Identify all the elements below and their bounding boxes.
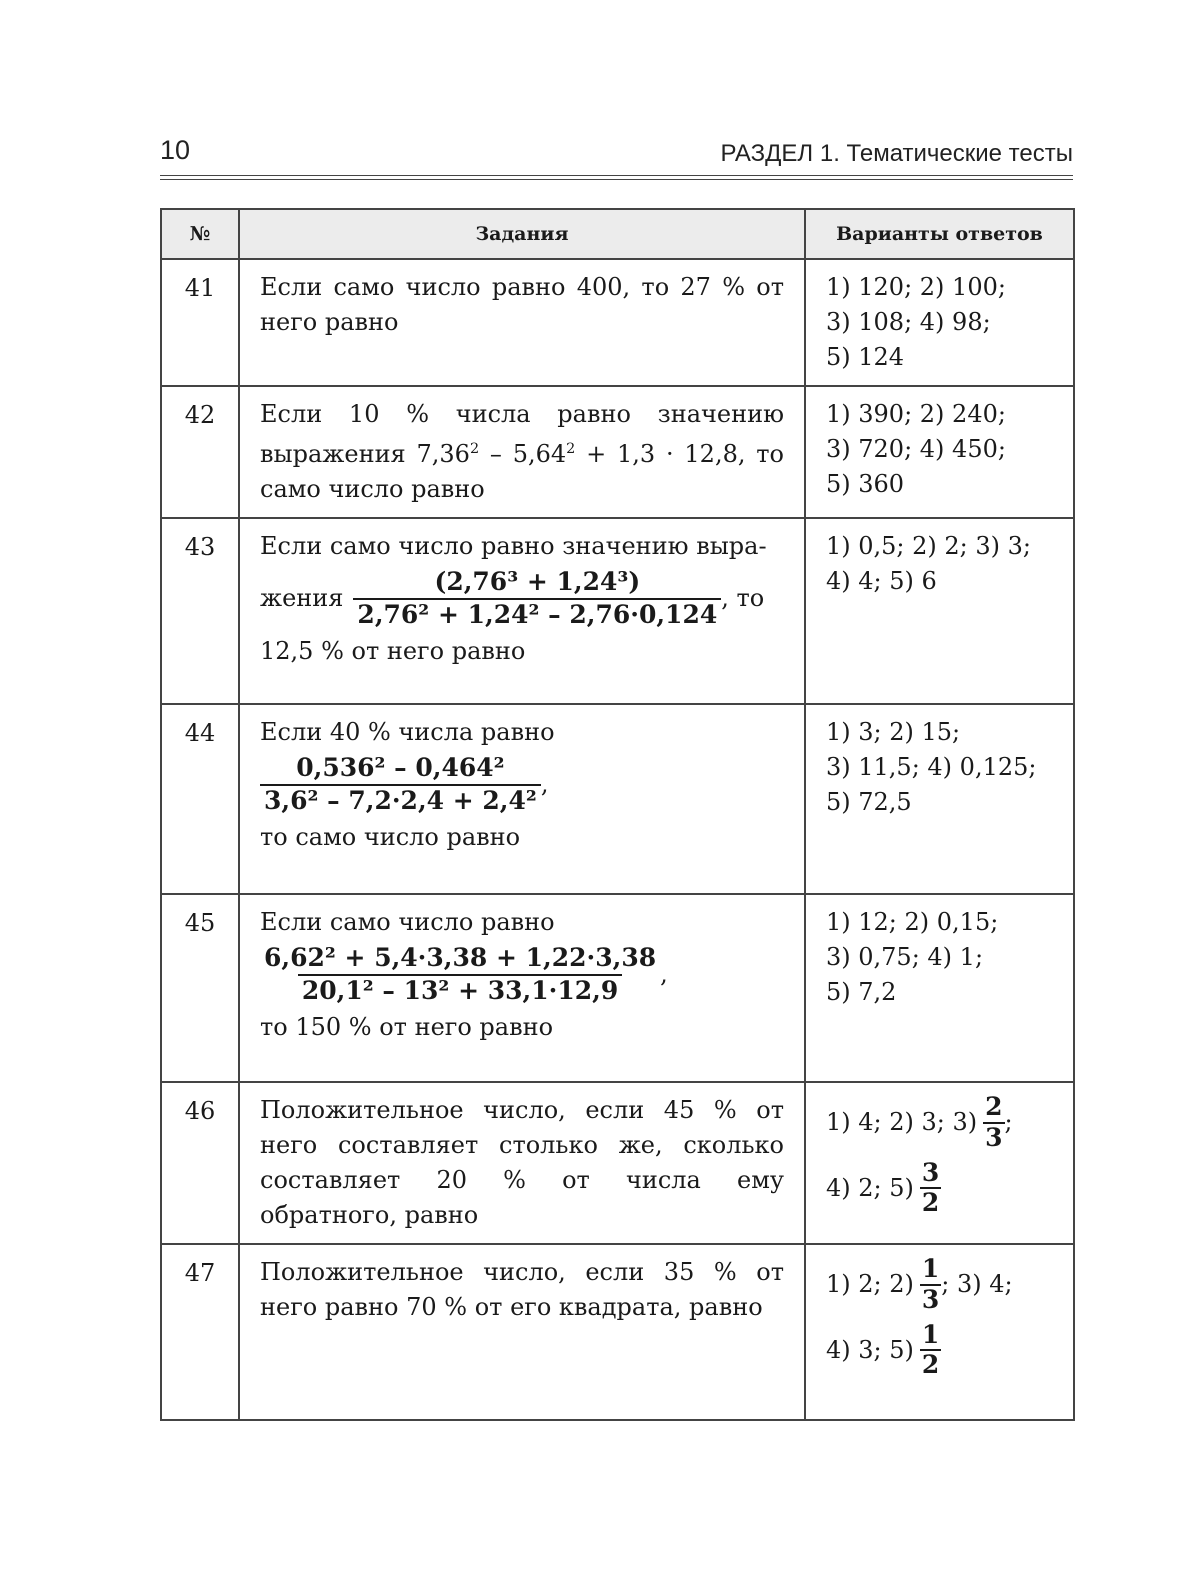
fraction-denominator: 2 xyxy=(921,1350,940,1380)
task-text xyxy=(239,518,805,704)
fraction-expression xyxy=(353,568,721,630)
answer-line xyxy=(826,1159,1063,1219)
answer-fraction xyxy=(920,1321,941,1381)
table-row xyxy=(161,894,1074,1082)
answer-options xyxy=(805,1082,1074,1244)
fraction-numerator: 6,62² + 5,4·3,38 + 1,22·3,38 xyxy=(264,943,657,972)
answer-line: 5) 7,2 xyxy=(826,978,897,1006)
answer-line: 5) 72,5 xyxy=(826,788,912,816)
answer-fraction xyxy=(983,1093,1004,1153)
fraction-denominator: 3,6² – 7,2·2,4 + 2,4² xyxy=(260,784,541,816)
answer-options xyxy=(805,259,1074,386)
task-text: Положительное число, если 35 % от него равно 70 % от его квадрата, равно xyxy=(239,1244,805,1420)
task-text: Если само число равно 400, то 27 % от него равно xyxy=(239,259,805,386)
answer-line xyxy=(826,1255,1063,1315)
answer-options xyxy=(805,386,1074,518)
table-row xyxy=(161,1082,1074,1244)
fraction-denominator: 2 xyxy=(921,1188,940,1218)
task-text-intro: Если само число равно значению выра- xyxy=(260,532,767,560)
task-text xyxy=(239,894,805,1082)
task-number: 41 xyxy=(161,259,239,386)
answer-line: 1) 12; 2) 0,15; xyxy=(826,908,999,936)
answer-line: 3) 108; 4) 98; xyxy=(826,308,991,336)
task-text-part: – 5,64 xyxy=(479,440,567,468)
fraction-denominator: 3 xyxy=(921,1284,940,1314)
answer-line: 3) 720; 4) 450; xyxy=(826,435,1006,463)
task-text-part: Если 10 % числа равно значению выражения 7,36 xyxy=(260,400,784,468)
table-row xyxy=(161,1244,1074,1420)
answer-line: 5) 360 xyxy=(826,470,905,498)
answer-line: 4) 4; 5) 6 xyxy=(826,567,937,595)
task-text xyxy=(239,704,805,894)
fraction-denominator: 2,76² + 1,24² – 2,76·0,124 xyxy=(353,598,721,630)
fraction-denominator: 20,1² – 13² + 33,1·12,9 xyxy=(298,974,622,1006)
answer-fraction xyxy=(920,1159,941,1219)
task-text-end: то 150 % от него равно xyxy=(260,1012,554,1041)
answer-text: 4) 3; 5) xyxy=(826,1335,914,1364)
answer-text: 1) 2; 2) xyxy=(826,1270,914,1299)
section-title: РАЗДЕЛ 1. Тематические тесты xyxy=(720,140,1073,167)
answer-options xyxy=(805,518,1074,704)
expression-line xyxy=(260,568,784,630)
task-text-end: то само число равно xyxy=(260,822,521,851)
answer-line: 3) 11,5; 4) 0,125; xyxy=(826,753,1037,781)
answer-options xyxy=(805,894,1074,1082)
answer-text: 4) 2; 5) xyxy=(826,1173,914,1202)
task-text-part: , xyxy=(540,770,549,799)
page-number: 10 xyxy=(160,135,191,165)
task-text-part: + 1,3 · 12,8, то само число равно xyxy=(260,440,784,503)
task-text-intro: Если 40 % числа равно xyxy=(260,718,555,746)
fraction-numerator: 2 xyxy=(985,1092,1003,1121)
answer-options xyxy=(805,704,1074,894)
table-row xyxy=(161,259,1074,386)
column-header-answers: Варианты ответов xyxy=(805,209,1074,259)
expression-line xyxy=(260,754,784,816)
fraction-expression xyxy=(260,754,541,816)
answer-line: 3) 0,75; 4) 1; xyxy=(826,943,984,971)
answer-text: 1) 4; 2) 3; 3) xyxy=(826,1108,978,1137)
fraction-denominator: 3 xyxy=(985,1122,1003,1152)
task-number: 46 xyxy=(161,1082,239,1244)
column-header-number: № xyxy=(161,209,239,259)
expression-line xyxy=(260,944,784,1006)
table-row xyxy=(161,386,1074,518)
answer-line: 5) 124 xyxy=(826,343,905,371)
task-number: 45 xyxy=(161,894,239,1082)
fraction-numerator: 1 xyxy=(921,1254,940,1283)
task-number: 47 xyxy=(161,1244,239,1420)
task-number: 43 xyxy=(161,518,239,704)
fraction-numerator: 3 xyxy=(921,1157,940,1187)
task-number: 42 xyxy=(161,386,239,518)
answer-text: ; 3) 4; xyxy=(941,1270,1013,1299)
table-row xyxy=(161,704,1074,894)
table-row xyxy=(161,518,1074,704)
task-text-intro: Если само число равно xyxy=(260,908,555,936)
exponent: 2 xyxy=(566,441,576,457)
answer-line xyxy=(826,1321,1063,1381)
tasks-table xyxy=(160,208,1075,1421)
answer-line: 1) 0,5; 2) 2; 3) 3; xyxy=(826,532,1032,560)
fraction-expression xyxy=(260,944,660,1006)
answer-text: ; xyxy=(1004,1108,1013,1137)
column-header-tasks: Задания xyxy=(239,209,805,259)
header-rule xyxy=(160,175,1073,180)
table-header-row xyxy=(161,209,1074,259)
answer-fraction xyxy=(920,1255,941,1315)
task-text-part: жения xyxy=(260,584,344,613)
answer-line: 1) 120; 2) 100; xyxy=(826,273,1006,301)
fraction-numerator: 0,536² – 0,464² xyxy=(296,753,505,782)
fraction-numerator: 1 xyxy=(921,1319,940,1349)
task-text-part: , то xyxy=(721,584,765,613)
exponent: 2 xyxy=(469,441,480,457)
task-text: Положительное число, если 45 % от него составляет столько же, сколько составляет 20 % от числа ему обратного, равно xyxy=(239,1082,805,1244)
task-text-part: , xyxy=(660,960,668,989)
answer-line: 1) 390; 2) 240; xyxy=(826,400,1006,428)
task-text-end: 12,5 % от него равно xyxy=(260,636,526,665)
task-text xyxy=(239,386,805,518)
answer-options xyxy=(805,1244,1074,1420)
answer-line xyxy=(826,1093,1063,1153)
task-number: 44 xyxy=(161,704,239,894)
fraction-numerator: (2,76³ + 1,24³) xyxy=(434,567,641,596)
answer-line: 1) 3; 2) 15; xyxy=(826,718,961,746)
